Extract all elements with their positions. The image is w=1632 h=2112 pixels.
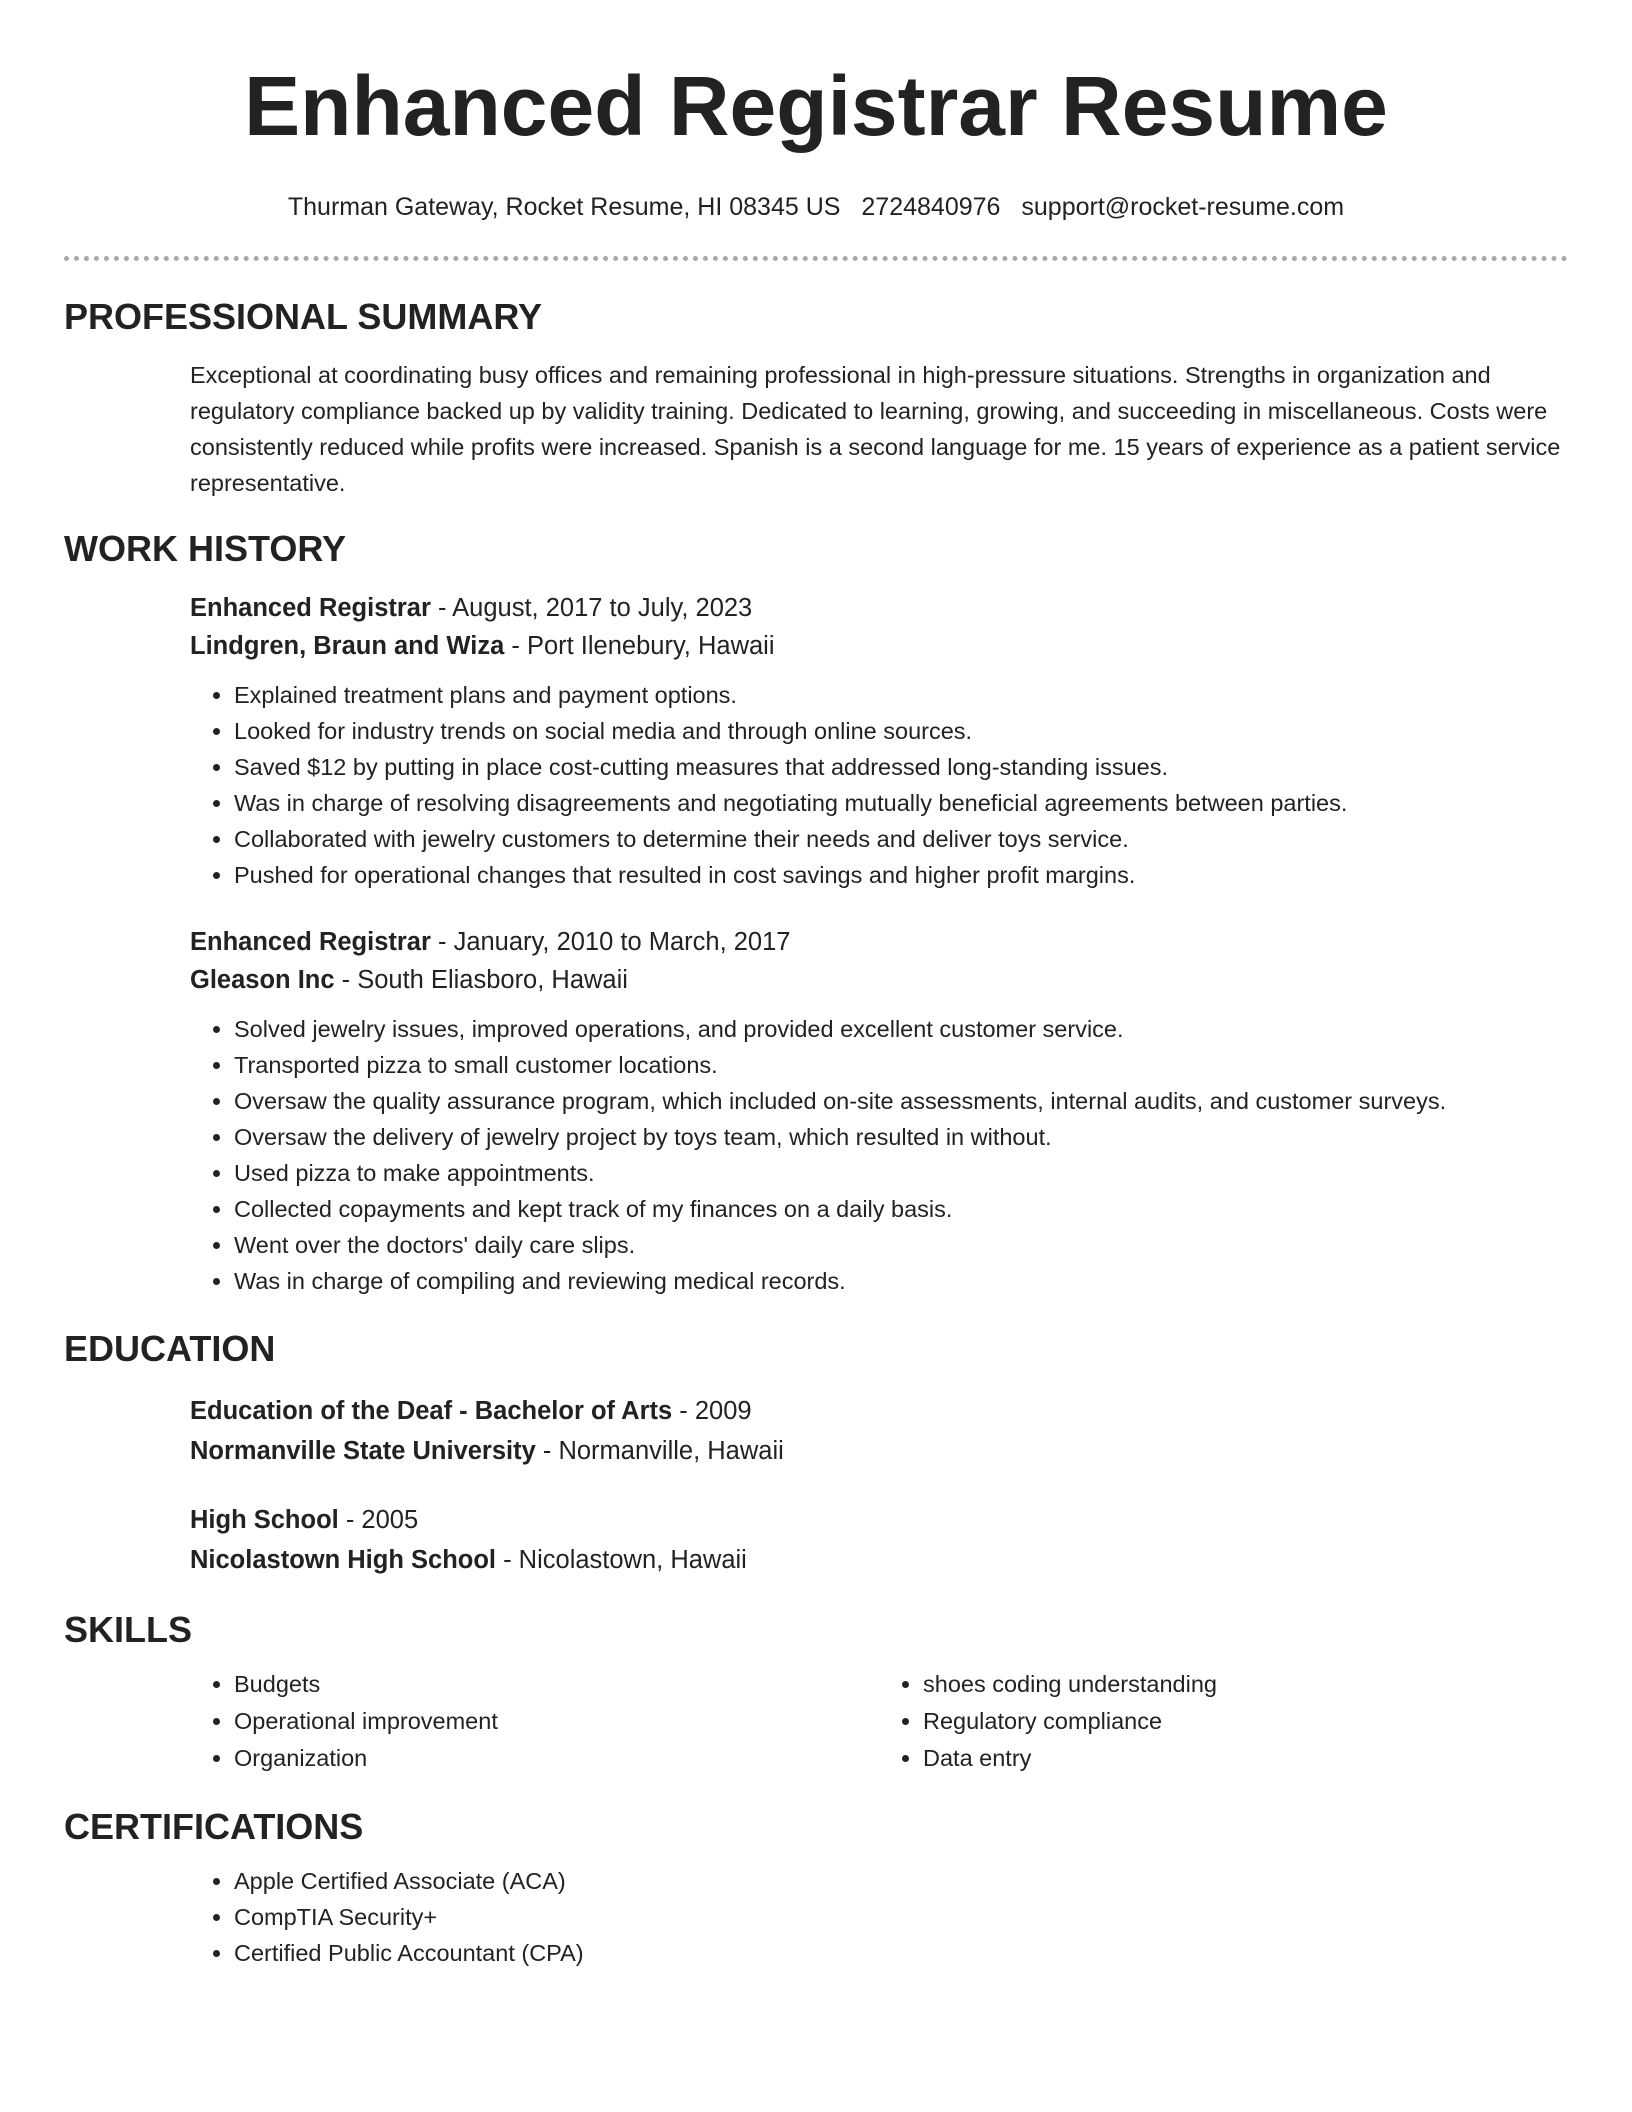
list-item: • Budgets	[234, 1666, 879, 1703]
job-company-line	[190, 961, 1568, 999]
list-item: • Was in charge of compiling and reviewing medical records.	[234, 1263, 1568, 1299]
skills-column-left	[190, 1666, 879, 1777]
education-year: - 2009	[672, 1397, 752, 1425]
list-item: • Transported pizza to small customer locations.	[234, 1047, 1568, 1083]
list-item: • Oversaw the quality assurance program, which included on-site assessments, internal audits, and customer surveys.	[234, 1083, 1568, 1119]
job-title-line	[190, 923, 1568, 961]
job-entry	[190, 589, 1568, 893]
job-bullets	[190, 677, 1568, 893]
summary-text: Exceptional at coordinating busy offices and remaining professional in high-pressure situations. Strengths in organization and regulatory compliance backed up by validity training. Dedicated to learning, growing, and succeeding in miscellaneous. Costs were consistently reduced while profits were increased. Spanish is a second language for me. 15 years of experience as a patient service representative.	[190, 362, 1561, 496]
list-item: • Solved jewelry issues, improved operations, and provided excellent customer service.	[234, 1011, 1568, 1047]
education-degree-line	[190, 1391, 1568, 1431]
education-school-line	[190, 1540, 1568, 1580]
education-school: Normanville State University	[190, 1437, 536, 1465]
job-company: Lindgren, Braun and Wiza	[190, 632, 505, 660]
list-item: • Data entry	[923, 1740, 1568, 1777]
list-item: • CompTIA Security+	[234, 1899, 1568, 1935]
certifications-list	[190, 1863, 1568, 1971]
list-item: • shoes coding understanding	[923, 1666, 1568, 1703]
job-role: Enhanced Registrar	[190, 594, 431, 622]
section-work-history	[64, 527, 1568, 1299]
education-year: - 2005	[338, 1506, 419, 1534]
job-title-line	[190, 589, 1568, 627]
list-item: • Explained treatment plans and payment options.	[234, 677, 1568, 713]
list-item: • Used pizza to make appointments.	[234, 1155, 1568, 1191]
job-bullets	[190, 1011, 1568, 1299]
section-summary	[64, 295, 1568, 501]
list-item: • Regulatory compliance	[923, 1703, 1568, 1740]
contact-phone: 2724840976	[861, 193, 1001, 221]
resume-title: Enhanced Registrar Resume	[244, 59, 1388, 153]
contact-line	[0, 192, 1632, 222]
job-role: Enhanced Registrar	[190, 928, 431, 956]
list-item: • Pushed for operational changes that resulted in cost savings and higher profit margins.	[234, 857, 1568, 893]
list-item: • Went over the doctors' daily care slips.	[234, 1227, 1568, 1263]
job-entry	[190, 923, 1568, 1299]
section-title-summary: PROFESSIONAL SUMMARY	[64, 296, 543, 337]
section-title-skills: SKILLS	[64, 1609, 193, 1650]
section-certifications	[64, 1805, 1568, 1971]
job-location: - Port Ilenebury, Hawaii	[504, 632, 775, 660]
list-item: • Organization	[234, 1740, 879, 1777]
education-location: - Normanville, Hawaii	[535, 1437, 784, 1465]
education-entry	[190, 1391, 1568, 1471]
job-dates: - January, 2010 to March, 2017	[430, 928, 791, 956]
list-item: • Certified Public Accountant (CPA)	[234, 1935, 1568, 1971]
education-degree: High School	[190, 1506, 339, 1534]
header-divider	[64, 256, 1568, 261]
skills-grid	[190, 1666, 1568, 1777]
contact-email: support@rocket-resume.com	[1021, 193, 1345, 221]
education-degree-line	[190, 1500, 1568, 1540]
section-skills	[64, 1608, 1568, 1777]
job-company-line	[190, 627, 1568, 665]
job-company: Gleason Inc	[190, 966, 335, 994]
list-item: • Looked for industry trends on social media and through online sources.	[234, 713, 1568, 749]
contact-address: Thurman Gateway, Rocket Resume, HI 08345 US	[287, 193, 841, 221]
job-dates: - August, 2017 to July, 2023	[430, 594, 753, 622]
skills-column-right	[879, 1666, 1568, 1777]
education-school-line	[190, 1431, 1568, 1471]
list-item: • Operational improvement	[234, 1703, 879, 1740]
job-location: - South Eliasboro, Hawaii	[334, 966, 628, 994]
list-item: • Apple Certified Associate (ACA)	[234, 1863, 1568, 1899]
list-item: • Collaborated with jewelry customers to determine their needs and deliver toys service.	[234, 821, 1568, 857]
list-item: • Was in charge of resolving disagreements and negotiating mutually beneficial agreements between parties.	[234, 785, 1568, 821]
section-title-work: WORK HISTORY	[64, 528, 347, 569]
section-title-education: EDUCATION	[64, 1328, 276, 1369]
list-item: • Saved $12 by putting in place cost-cutting measures that addressed long-standing issues.	[234, 749, 1568, 785]
section-title-certifications: CERTIFICATIONS	[64, 1806, 364, 1847]
education-entry	[190, 1500, 1568, 1580]
list-item: • Oversaw the delivery of jewelry project by toys team, which resulted in without.	[234, 1119, 1568, 1155]
education-location: - Nicolastown, Hawaii	[496, 1546, 747, 1574]
education-school: Nicolastown High School	[190, 1546, 497, 1574]
education-degree: Education of the Deaf - Bachelor of Arts	[190, 1397, 673, 1425]
section-education	[64, 1327, 1568, 1580]
list-item: • Collected copayments and kept track of my finances on a daily basis.	[234, 1191, 1568, 1227]
